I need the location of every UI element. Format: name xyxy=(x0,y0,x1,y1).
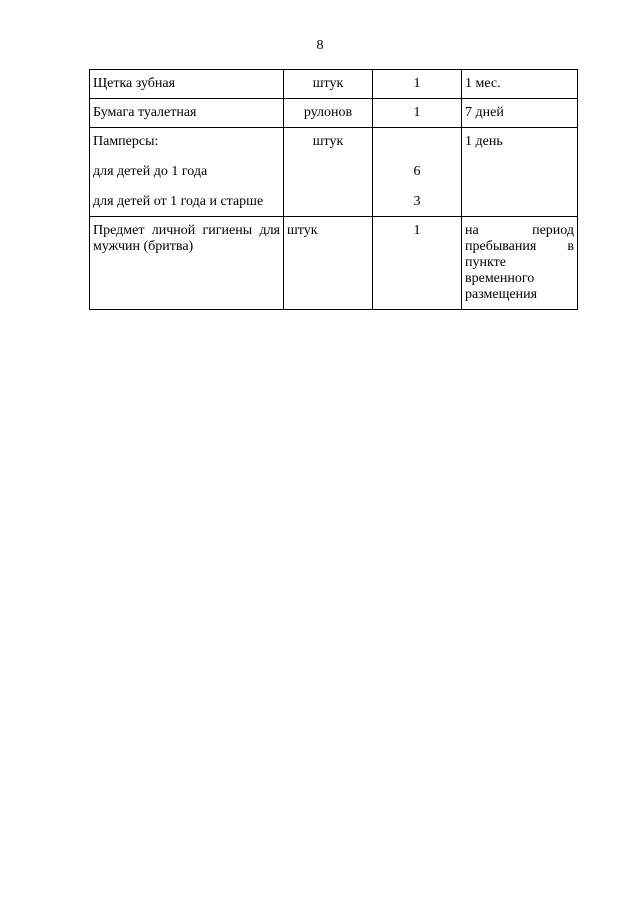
subitem-name: для детей от 1 года и старше xyxy=(93,194,264,209)
quantity-cell: 1 xyxy=(373,217,462,310)
item-name-cell: Щетка зубная xyxy=(90,70,284,99)
table-row xyxy=(90,217,578,310)
period-cell: 7 дней xyxy=(462,99,578,128)
subitem-name: для детей до 1 года xyxy=(93,164,208,179)
quantity-cell: 1 xyxy=(373,70,462,99)
unit-cell: штук xyxy=(284,70,373,99)
table-row xyxy=(90,70,578,99)
table-row xyxy=(90,99,578,128)
period-cell xyxy=(462,128,578,217)
item-name-cell: Предмет личной гигиены для мужчин (бритва) xyxy=(90,217,284,310)
page-number: 8 xyxy=(316,38,324,53)
unit-value: штук xyxy=(312,134,344,149)
unit-cell: рулонов xyxy=(284,99,373,128)
quantity-cell xyxy=(373,128,462,217)
quantity-cell: 1 xyxy=(373,99,462,128)
period-value: 1 день xyxy=(465,134,503,149)
period-cell: 1 мес. xyxy=(462,70,578,99)
subitem-quantity: 6 xyxy=(413,164,421,179)
item-name-cell xyxy=(90,128,284,217)
hygiene-norms-table xyxy=(89,69,578,310)
item-name-cell: Бумага туалетная xyxy=(90,99,284,128)
item-name: Памперсы: xyxy=(93,134,159,149)
table-row xyxy=(90,128,578,217)
unit-cell xyxy=(284,128,373,217)
quantity-value xyxy=(376,134,458,150)
period-cell: на период пребывания в пункте временного размещения xyxy=(462,217,578,310)
subitem-quantity: 3 xyxy=(413,194,421,209)
unit-cell: штук xyxy=(284,217,373,310)
